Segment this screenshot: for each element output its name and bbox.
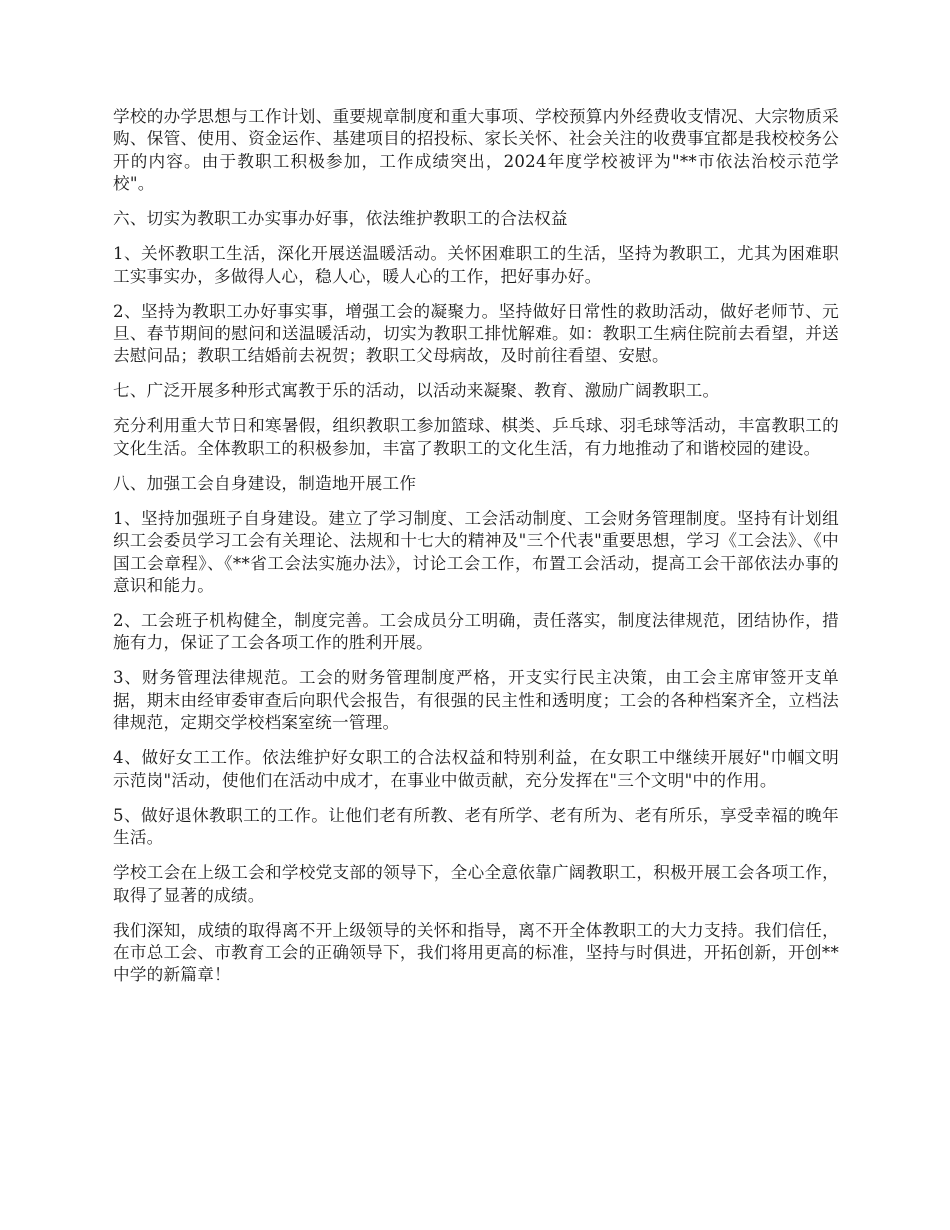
section-heading-six: 六、切实为教职工办实事办好事，依法维护教职工的合法权益 xyxy=(113,209,568,229)
section-heading-seven: 七、广泛开展多种形式寓教于乐的活动，以活动来凝聚、教育、激励广阔教职工。 xyxy=(113,381,720,401)
paragraph-eight-item-2: 2、工会班子机构健全，制度完善。工会成员分工明确，责任落实，制度法律规范，团结协作，措施有力，保证了工会各项工作的胜利开展。 xyxy=(113,611,839,653)
paragraph-closing: 我们深知，成绩的取得离不开上级领导的关怀和指导，离不开全体教职工的大力支持。我们信任，在市总工会、市教育工会的正确领导下，我们将用更高的标准，坚持与时俱进，开拓创新，开创**中学的新篇章！ xyxy=(113,920,839,985)
section-heading-eight: 八、加强工会自身建设，制造地开展工作 xyxy=(113,473,417,493)
paragraph-eight-item-1: 1、坚持加强班子自身建设。建立了学习制度、工会活动制度、工会财务管理制度。坚持有计划组织工会委员学习工会有关理论、法规和十七大的精神及"三个代表"重要思想，学习《工会法》、《中国工会章程》、《**省工会法实施办法》，讨论工会工作，布置工会活动，提高工会干部依法办事的意识和能力。 xyxy=(113,508,839,596)
paragraph-eight-item-3: 3、财务管理法律规范。工会的财务管理制度严格，开支实行民主决策，由工会主席审签开支单据，期末由经审委审查后向职代会报告，有很强的民主性和透明度；工会的各种档案齐全，立档法律规范，定期交学校档案室统一管理。 xyxy=(113,668,839,733)
paragraph-six-item-2: 2、坚持为教职工办好事实事，增强工会的凝聚力。坚持做好日常性的救助活动，做好老师节、元旦、春节期间的慰问和送温暖活动，切实为教职工排忧解难。如：教职工生病住院前去看望，并送去慰问品；教职工结婚前去祝贺；教职工父母病故，及时前往看望、安慰。 xyxy=(113,301,839,366)
paragraph-seven-activities: 充分利用重大节日和寒暑假，组织教职工参加篮球、棋类、乒乓球、羽毛球等活动，丰富教职工的文化生活。全体教职工的积极参加，丰富了教职工的文化生活，有力地推动了和谐校园的建设。 xyxy=(113,416,839,458)
paragraph-school-affairs-disclosure: 学校的办学思想与工作计划、重要规章制度和重大事项、学校预算内外经费收支情况、大宗物质采购、保管、使用、资金运作、基建项目的招投标、家长关怀、社会关注的收费事宜都是我校校务公开的内容。由于教职工积极参加，工作成绩突出，2024年度学校被评为"**市依法治校示范学校"。 xyxy=(113,107,839,194)
document-body xyxy=(113,106,839,999)
paragraph-eight-item-4: 4、做好女工工作。依法维护好女职工的合法权益和特别利益，在女职工中继续开展好"巾帼文明示范岗"活动，使他们在活动中成才，在事业中做贡献，充分发挥在"三个文明"中的作用。 xyxy=(113,748,839,790)
paragraph-six-item-1: 1、关怀教职工生活，深化开展送温暖活动。关怀困难职工的生活，坚持为教职工，尤其为困难职工实事实办，多做得人心，稳人心，暖人心的工作，把好事办好。 xyxy=(113,244,839,286)
paragraph-summary: 学校工会在上级工会和学校党支部的领导下，全心全意依靠广阔教职工，积极开展工会各项工作，取得了显著的成绩。 xyxy=(113,863,839,905)
paragraph-eight-item-5: 5、做好退休教职工的工作。让他们老有所教、老有所学、老有所为、老有所乐，享受幸福的晚年生活。 xyxy=(113,805,839,848)
